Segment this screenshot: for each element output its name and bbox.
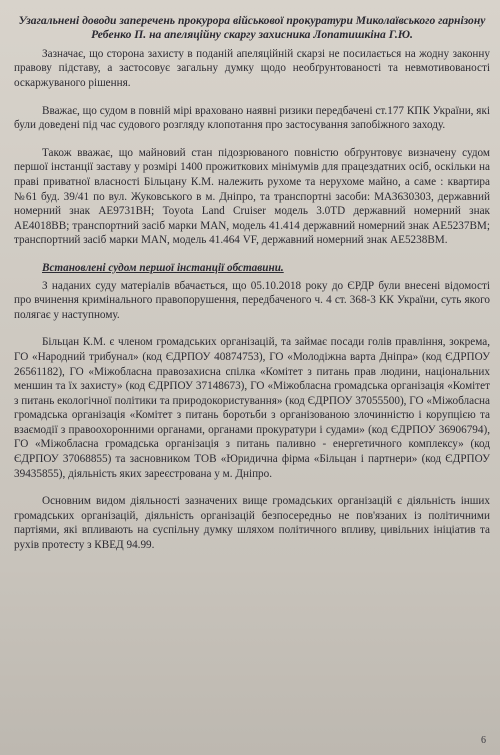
paragraph-risks: Вважає, що судом в повній мірі враховано наявні ризики передбачені ст.177 КПК України, які були доведені під час судового розгляду клопотання про застосування запобіжного заходу.	[14, 104, 490, 132]
paragraph-defense-argument: Зазначає, що сторона захисту в поданій апеляційній скарзі не посилається на жодну законну правову підставу, а застосовує загальну думку щодо необґрунтованості та невмотивованості оскаржуваного рішення.	[14, 47, 490, 89]
paragraph-property: Також вважає, що майновий стан підозрюваного повністю обґрунтовує визначену судом першої інстанції заставу у розмірі 1400 прожиткових мінімумів для працездатних осіб, оскільки на праві приватної власності Більцану К.М. належить рухоме та нерухоме майно, а саме : квартира №61 буд. 39/41 по вул. Жуковського в м. Дніпро, та транспортні засоби: МАЗ630303, державний номерний знак АЕ9731ВН; Toyota Land Cruiser модель 3.0TD державний номерний знак АЕ4018ВВ; транспортний засіб марки MAN, модель 41.414 державний номерний знак АЕ5237ВМ; транспортний засіб марки MAN, модель 41.464 VF, державний номерний знак АЕ5238ВМ.	[14, 146, 490, 247]
document-title: Узагальнені доводи заперечень прокурора військової прокуратури Миколаївського гарнізону Ребенко П. на апеляційну скаргу захисника Лопатишкіна Г.Ю.	[18, 14, 486, 42]
paragraph-activity: Основним видом діяльності зазначених вище громадських організацій є діяльність інших громадських організацій, діяльність організацій безпосередньо не пов'язаних із політичними партіями, які впливають на суспільну думку шляхом політичного впливу, цивільних ініціатив та рухів протесту з КВЕД 94.99.	[14, 495, 490, 552]
page-number: 6	[481, 735, 486, 747]
paragraph-organizations: Більцан К.М. є членом громадських організацій, та займає посади голів правління, зокрема, ГО «Народний трибунал» (код ЄДРПОУ 40874753), ГО «Молодіжна варта Дніпра» (код ЄДРПОУ 26561182), ГО «Міжобласна правозахисна спілка «Комітет з питань прав людини, національних меншин та їх захисту» (код ЄДРПОУ 37148673), ГО «Міжобласна громадська організація «Комітет з питань екологічної політики та природокористування» (код ЄДРПОУ 37055500), ГО «Міжобласна громадська організація «Комітет з питань боротьби з організованою злочинністю і корупцією та взаємодії з правоохоронними органами, органами прокуратури і судами» (код ЄДРПОУ 36906794), ГО «Міжобласна громадська організація з питань паливно - енергетичного комплексу» (код ЄДРПОУ 37068855) та засновником ТОВ «Юридична фірма «Більцан і партнери» (код ЄДРПОУ 39435855), діяльність яких зареєстрована у м. Дніпро.	[14, 336, 490, 480]
section-heading: Встановлені судом першої інстанції обставини.	[42, 261, 284, 274]
paragraph-erdr: З наданих суду матеріалів вбачається, що 05.10.2018 року до ЄРДР були внесені відомості про вчинення кримінального правопорушення, передбаченого ч. 4 ст. 368-3 КК України, суть якого полягає у наступному.	[14, 279, 490, 321]
